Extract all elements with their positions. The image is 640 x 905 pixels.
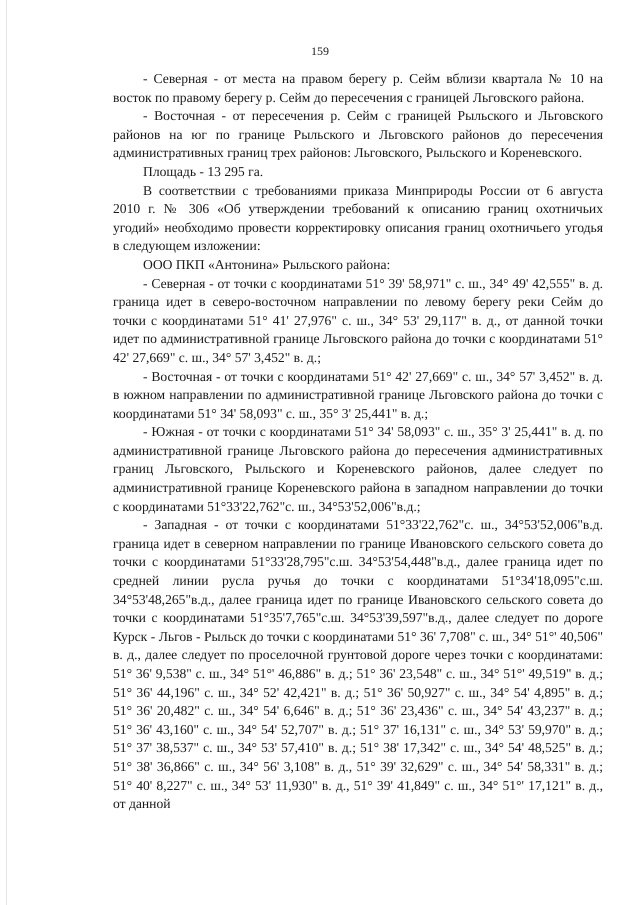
paragraph-south-coordinates: - Южная - от точки с координатами 51° 34' 58,093" с. ш., 35° 3' 25,441" в. д. по административной границе Льговского района до пересечения административных границ Льговского, Рыльского и Кореневского районов, далее следует по административной границе Кореневского района в западном направлении до точки с координатами 51°33'22,762"с. ш., 34°53'52,006"в.д.;: [113, 424, 603, 514]
scan-edge-line: [6, 0, 7, 905]
paragraph-order-requirement: В соответствии с требованиями приказа Минприроды России от 6 августа 2010 г. № 306 «Об утверждении требований к описанию границ охотничьих угодий» необходимо провести корректировку описания границ охотничьего угодья в следующем изложении:: [113, 182, 603, 254]
page-number: 159: [311, 44, 329, 58]
paragraph-north-boundary: - Северная - от места на правом берегу р. Сейм вблизи квартала № 10 на восток по правому берегу р. Сейм до пересечения с границей Льговского района.: [113, 71, 603, 105]
paragraph-organization-title: ООО ПКП «Антонина» Рыльского района:: [143, 256, 391, 272]
paragraph-east-coordinates: - Восточная - от точки с координатами 51° 42' 27,669" с. ш., 34° 57' 3,452" в. д. в южном направлении по административной границе Льговского района до точки с координатами 51° 34' 58,093" с. ш., 35° 3' 25,441" в. д.;: [113, 368, 603, 421]
paragraph-east-boundary: - Восточная - от пересечения р. Сейм с границей Рыльского и Льговского районов на юг по границе Рыльского и Льговского районов до пересечения административных границ трех районов: Льговского, Рыльского и Кореневского.: [113, 108, 603, 161]
paragraph-area: Площадь - 13 295 га.: [143, 163, 264, 179]
document-body: [113, 70, 603, 814]
paragraph-north-coordinates: - Северная - от точки с координатами 51° 39' 58,971" с. ш., 34° 49' 42,555" в. д. граница идет в северо-восточном направлении по левому берегу реки Сейм до точки с координатами 51° 41' 27,976" с. ш., 34° 53' 29,117" в. д., от данной точки идет по административной границе Льговского района до точки с координатами 51° 42' 27,669" с. ш., 34° 57' 3,452" в. д.;: [113, 275, 603, 365]
paragraph-west-coordinates: - Западная - от точки с координатами 51°33'22,762"с. ш., 34°53'52,006"в.д. граница идет в северном направлении по границе Ивановского сельского совета до точки с координатами 51°33'28,795"с.ш. 34°53'54,448"в.д., далее граница идет по средней линии русла ручья до точки с координатами 51°34'18,095"с.ш. 34°53'48,265"в.д., далее граница идет по границе Ивановского сельского совета до точки с координатами 51°35'7,765"с.ш. 34°53'39,597"в.д., далее следует по дороге Курск - Льгов - Рыльск до точки с координатами 51° 36' 7,708" с. ш., 34° 51°' 40,506" в. д., далее следует по проселочной грунтовой дороге через точки с координатами: 51° 36' 9,538" с. ш., 34° 51°' 46,886" в. д.; 51° 36' 23,548" с. ш., 34° 51°' 49,519" в. д.; 51° 36' 44,196" с. ш., 34° 52' 42,421" в. д.; 51° 36' 50,927" с. ш., 34° 54' 4,895" в. д.; 51° 36' 20,482" с. ш., 34° 54' 6,646" в. д.; 51° 36' 23,436" с. ш., 34° 54' 43,237" в. д.; 51° 36' 43,160" с. ш., 34° 54' 52,707" в. д.; 51° 37' 16,131" с. ш., 34° 53' 59,970" в. д.; 51° 37' 38,537" с. ш., 34° 53' 57,410" в. д.; 51° 38' 17,342" с. ш., 34° 54' 48,525" в. д.; 51° 38' 36,866" с. ш., 34° 56' 3,108" в. д., 51° 39' 32,629" с. ш., 34° 54' 58,331" в. д.; 51° 40' 8,227" с. ш., 34° 53' 11,930" в. д., 51° 39' 41,849" с. ш., 34° 51°' 17,121" в. д., от данной: [113, 517, 603, 812]
